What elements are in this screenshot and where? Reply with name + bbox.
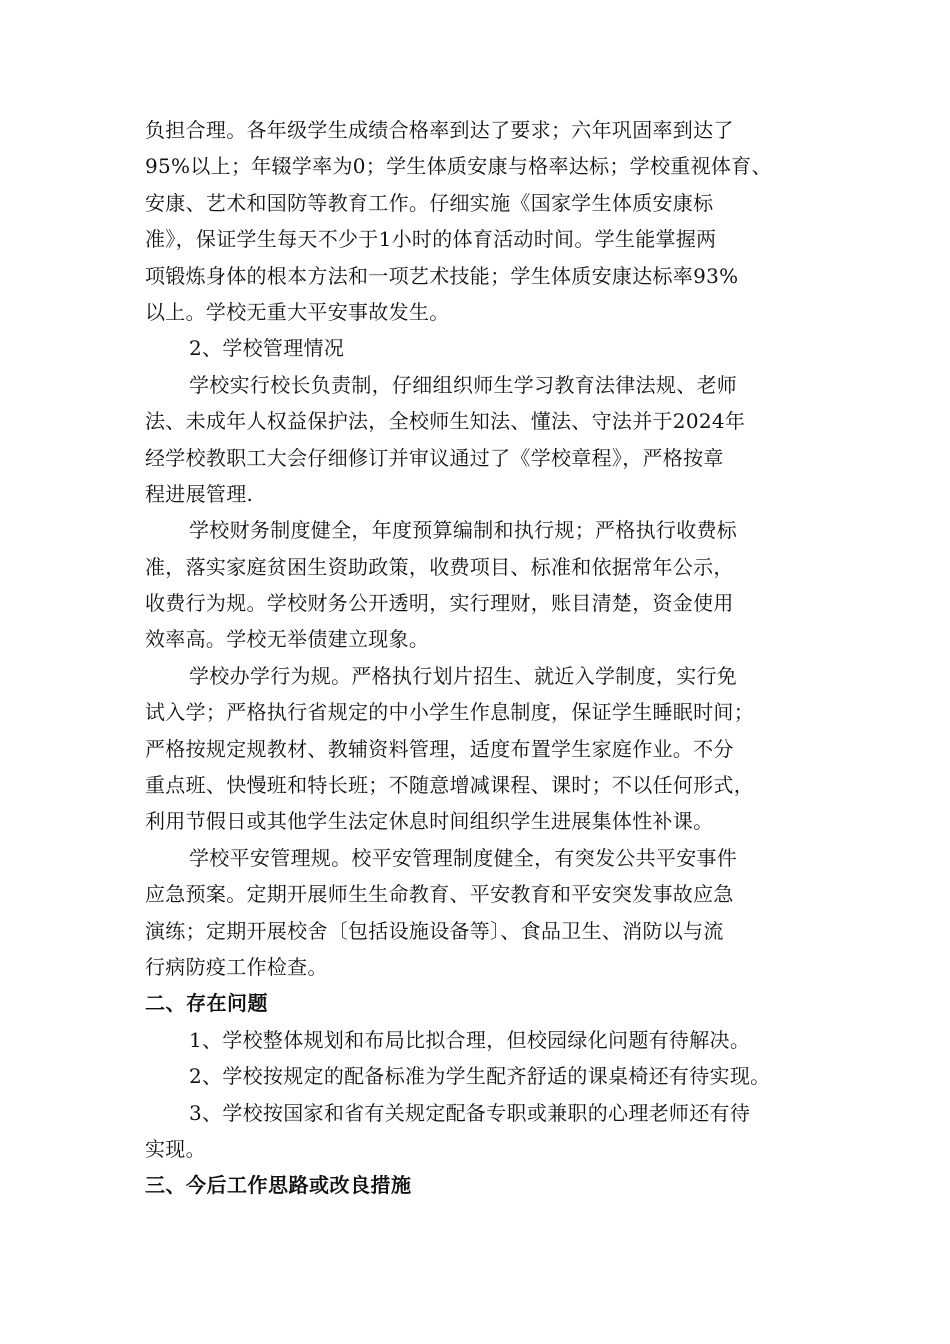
- paragraph-conduct: [145, 658, 825, 840]
- text-line: 学校平安管理规。校平安管理制度健全，有突发公共平安事件: [189, 845, 738, 870]
- text-line: 程进展管理.: [145, 481, 254, 506]
- text-line: 演练；定期开展校舍〔包括设施设备等〕、食品卫生、消防以与流: [145, 918, 724, 943]
- text-line: 效率高。学校无举债建立现象。: [145, 627, 430, 652]
- text-line: 重点班、快慢班和特长班；不随意增减课程、课时；不以任何形式，: [145, 773, 754, 798]
- text-line: 负担合理。各年级学生成绩合格率到达了要求；六年巩固率到达了: [145, 118, 734, 142]
- text-line: 试入学；严格执行省规定的中小学生作息制度，保证学生睡眠时间；: [145, 700, 754, 725]
- text-line: 行病防疫工作检查。: [145, 954, 328, 979]
- text-line: 准》，保证学生每天不少于1小时的体育活动时间。学生能掌握两: [145, 227, 717, 252]
- heading-existing-problems: 二、存在问题: [145, 991, 268, 1016]
- paragraph-quality-continuation: [145, 112, 825, 330]
- problem-item-1: 1、学校整体规划和布局比拟合理，但校园绿化问题有待解决。: [189, 1027, 751, 1052]
- problem-item-3: [145, 1095, 825, 1168]
- text-line: 利用节假日或其他学生法定休息时间组织学生进展集体性补课。: [145, 809, 714, 834]
- problem-item-2: 2、学校按规定的配备标准为学生配齐舒适的课桌椅还有待实现。: [189, 1064, 771, 1089]
- document-body: [145, 112, 825, 1204]
- text-line: 收费行为规。学校财务公开透明，实行理财，账目清楚，资金使用: [145, 591, 734, 616]
- heading-future-work: 三、今后工作思路或改良措施: [145, 1173, 412, 1198]
- text-line: 以上。学校无重大平安事故发生。: [145, 299, 450, 324]
- text-line: 准，落实家庭贫困生资助政策，收费项目、标准和依据常年公示，: [145, 554, 734, 579]
- paragraph-law: [145, 367, 825, 513]
- text-line: 学校办学行为规。严格执行划片招生、就近入学制度，实行免: [189, 663, 738, 688]
- text-line: 严格按规定规教材、教辅资料管理，适度布置学生家庭作业。不分: [145, 736, 734, 761]
- paragraph-safety: [145, 840, 825, 986]
- text-line: 95%以上；年辍学率为0；学生体质安康与格率达标；学校重视体育、: [145, 154, 772, 179]
- subheading-school-management: 2、学校管理情况: [189, 336, 345, 361]
- text-line: 学校实行校长负责制，仔细组织师生学习教育法律法规、老师: [189, 372, 738, 397]
- text-line: 应急预案。定期开展师生生命教育、平安教育和平安突发事故应急: [145, 882, 734, 907]
- text-line: 实现。: [145, 1136, 206, 1161]
- paragraph-finance: [145, 512, 825, 658]
- text-line: 经学校教职工大会仔细修订并审议通过了《学校章程》，严格按章: [145, 445, 724, 470]
- text-line: 安康、艺术和国防等教育工作。仔细实施《国家学生体质安康标: [145, 190, 714, 215]
- text-line: 项锻炼身体的根本方法和一项艺术技能；学生体质安康达标率93%: [145, 263, 739, 288]
- text-line: 学校财务制度健全，年度预算编制和执行规；严格执行收费标: [189, 518, 738, 543]
- text-line: 3、学校按国家和省有关规定配备专职或兼职的心理老师还有待: [189, 1100, 751, 1125]
- text-line: 法、未成年人权益保护法，全校师生知法、懂法、守法并于2024年: [145, 409, 746, 434]
